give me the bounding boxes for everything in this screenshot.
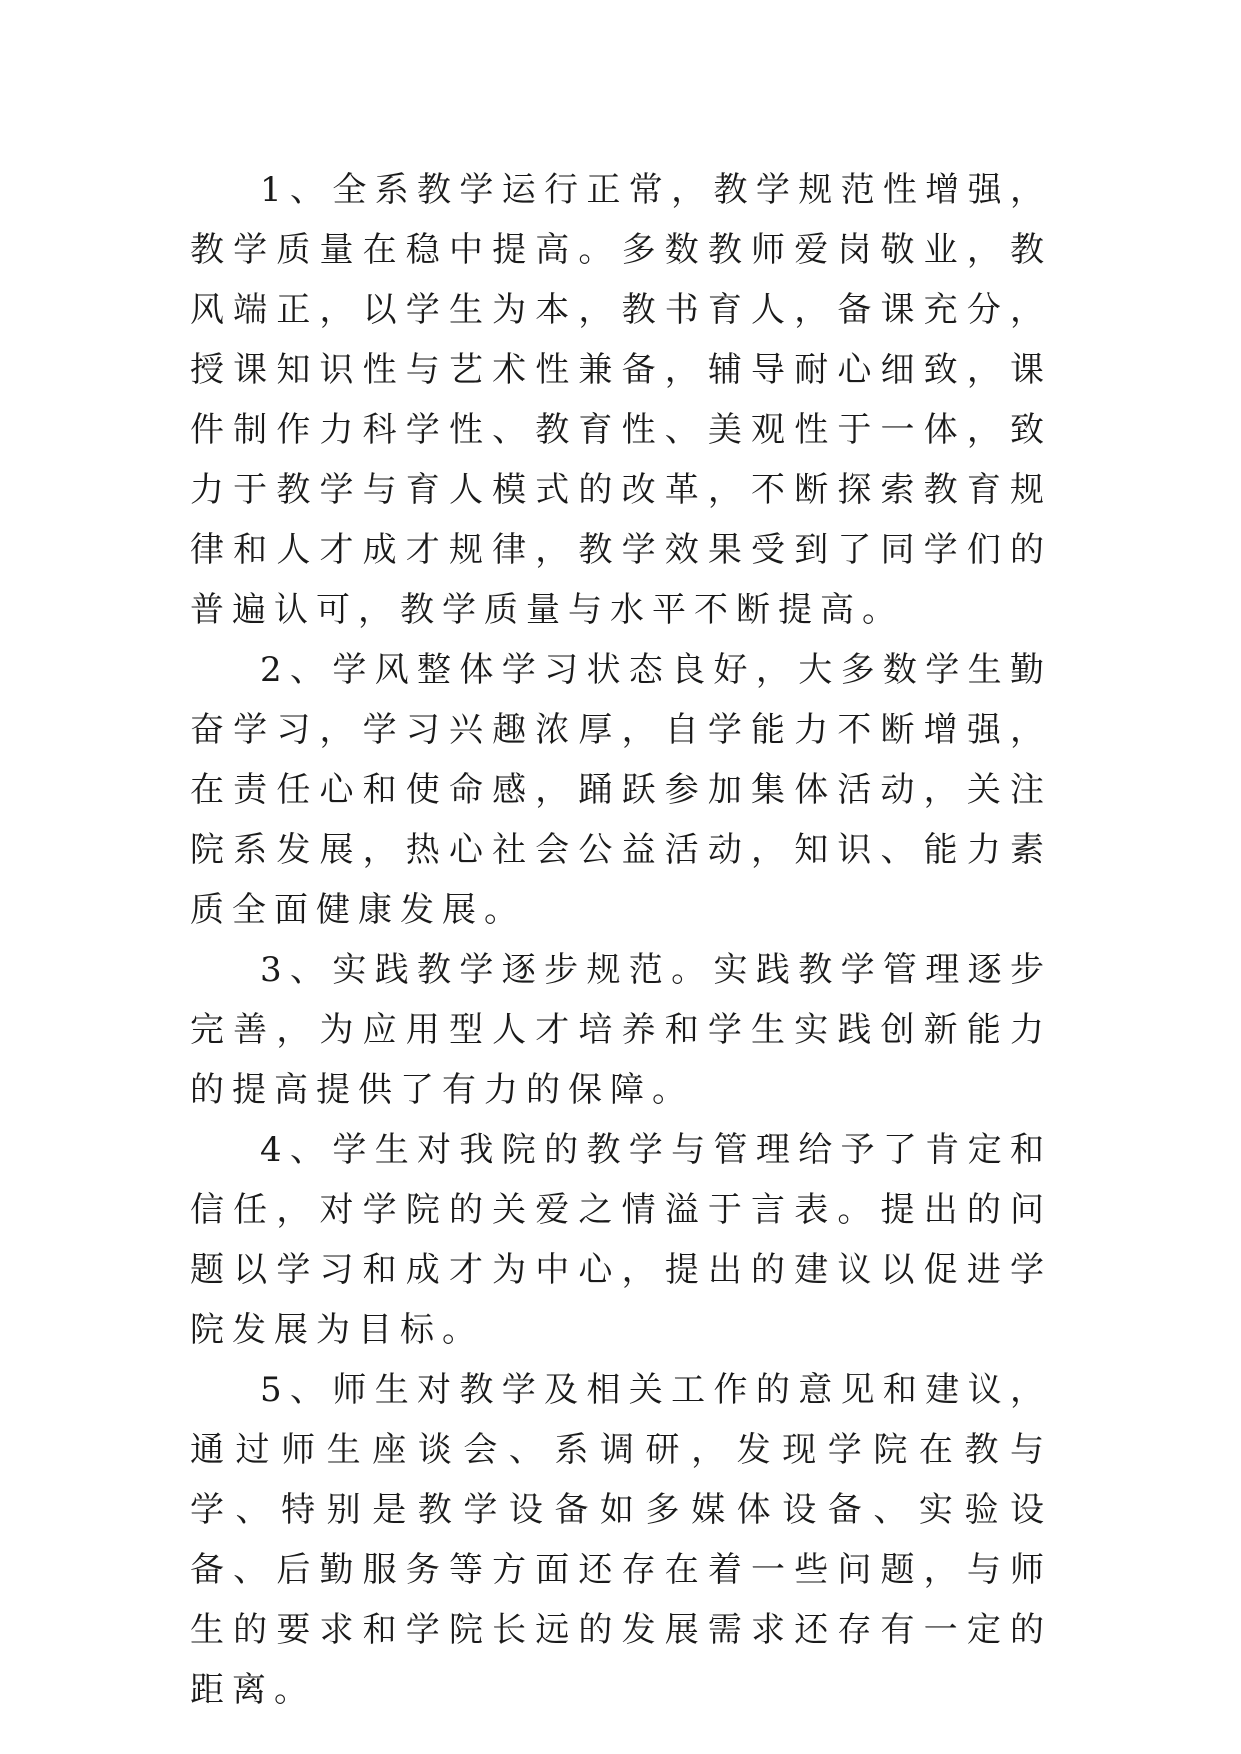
paragraph-5: 5、师生对教学及相关工作的意见和建议，通过师生座谈会、系调研，发现学院在教与学、特别是教学设备如多媒体设备、实验设备、后勤服务等方面还存在着一些问题，与师生的要求和学院长远的发展需求还存有一定的距离。 — [190, 1370, 1052, 1710]
document-body — [190, 160, 1052, 1720]
paragraph-2: 2、学风整体学习状态良好，大多数学生勤奋学习，学习兴趣浓厚，自学能力不断增强，在责任心和使命感，踊跃参加集体活动，关注院系发展，热心社会公益活动，知识、能力素质全面健康发展。 — [190, 650, 1052, 930]
paragraph-3: 3、实践教学逐步规范。实践教学管理逐步完善，为应用型人才培养和学生实践创新能力的提高提供了有力的保障。 — [190, 950, 1052, 1110]
paragraph-4: 4、学生对我院的教学与管理给予了肯定和信任，对学院的关爱之情溢于言表。提出的问题以学习和成才为中心，提出的建议以促进学院发展为目标。 — [190, 1130, 1052, 1350]
paragraph-1: 1、全系教学运行正常，教学规范性增强，教学质量在稳中提高。多数教师爱岗敬业，教风端正，以学生为本，教书育人，备课充分，授课知识性与艺术性兼备，辅导耐心细致，课件制作力科学性、教育性、美观性于一体，致力于教学与育人模式的改革，不断探索教育规律和人才成才规律，教学效果受到了同学们的普遍认可，教学质量与水平不断提高。 — [190, 170, 1052, 630]
